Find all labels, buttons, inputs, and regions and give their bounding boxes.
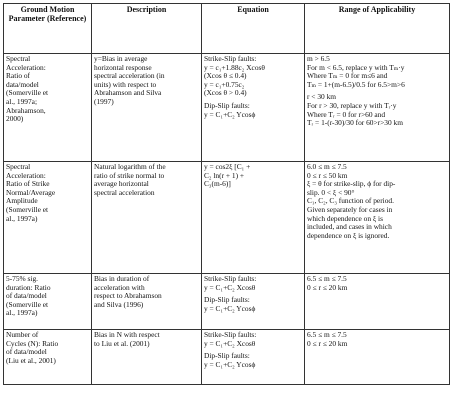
cell-line: Bias in N with respect xyxy=(94,330,160,339)
cell-line: 0 ≤ r ≤ 50 km xyxy=(307,170,348,180)
equation-cell xyxy=(202,162,305,274)
cell-line: (1997) xyxy=(94,96,114,106)
param-cell xyxy=(4,330,92,385)
cell-line: (Liu et al., 2001) xyxy=(6,355,56,365)
cell-line: Tₘ = 1+(m-6.5)/0.5 for 6.5>m>6 xyxy=(307,79,405,89)
cell-line: acceleration with xyxy=(94,282,145,292)
cell-line: of data/model xyxy=(6,347,47,357)
param-cell xyxy=(4,54,92,162)
range-cell xyxy=(305,54,450,162)
equation-cell xyxy=(202,274,305,330)
cell-line: to Liu et al. (2001) xyxy=(94,338,150,348)
cell-line: 2000) xyxy=(6,114,24,124)
cell-line: Acceleration: xyxy=(6,62,46,72)
cell-line: Normal/Average xyxy=(6,187,56,197)
description-cell xyxy=(92,162,202,274)
cell-line: y = C₁+C₂ Ycosϕ xyxy=(204,109,256,119)
cell-line: 0 ≤ r ≤ 20 km xyxy=(307,338,348,348)
description-cell xyxy=(92,54,202,162)
cell-line: 6.0 ≤ m ≤ 7.5 xyxy=(307,162,347,171)
cell-line: 6.5 ≤ m ≤ 7.5 xyxy=(307,274,347,283)
cell-line: units) with respect to xyxy=(94,79,157,89)
cell-line: (Somerville et xyxy=(6,299,49,309)
cell-line: Cycles (N): Ratio xyxy=(6,338,59,348)
cell-line: data/model xyxy=(6,79,39,89)
cell-line: y = c₁+0.75c₂ xyxy=(204,79,245,89)
cell-line: ξ = θ for strike-slip, ϕ for dip- xyxy=(307,179,396,189)
cell-line: C₃(m-6)] xyxy=(204,179,231,189)
table-row xyxy=(4,54,450,162)
header-equation: Equation xyxy=(202,4,305,54)
cell-line: (Somerville et xyxy=(6,204,49,214)
cell-line: For r > 30, replace y with Tᵣ·y xyxy=(307,100,397,110)
param-cell xyxy=(4,274,92,330)
cell-line: ratio of strike normal to xyxy=(94,170,165,180)
cell-line: Where Tᵣ = 0 for r>60 and xyxy=(307,109,386,119)
description-cell xyxy=(92,274,202,330)
eq-title: Dip-Slip faults: xyxy=(204,351,250,361)
cell-line: duration: Ratio xyxy=(6,282,51,292)
cell-line: Where Tₘ = 0 for m≤6 and xyxy=(307,71,388,81)
cell-line: al., 1997a) xyxy=(6,213,38,223)
cell-line: m > 6.5 xyxy=(307,54,330,63)
cell-line: For m < 6.5, replace y with Tₘ·y xyxy=(307,62,405,72)
cell-line: Spectral xyxy=(6,162,31,171)
equation-cell xyxy=(202,330,305,385)
cell-line: 5-75% sig. xyxy=(6,274,39,283)
description-cell xyxy=(92,330,202,385)
cell-line: and Silva (1996) xyxy=(94,299,144,309)
cell-line: Abrahamson and Silva xyxy=(94,88,162,98)
range-cell xyxy=(305,162,450,274)
cell-line: y = C₁+C₂ Xcosθ xyxy=(204,338,256,348)
ground-motion-table xyxy=(3,3,450,385)
cell-line: y = C₁+C₂ Xcosθ xyxy=(204,282,256,292)
cell-line: al., 1997a; xyxy=(6,96,37,106)
header-range: Range of Applicability xyxy=(305,4,450,54)
cell-line: y = C₁+C₂ Ycosϕ xyxy=(204,359,256,369)
cell-line: Spectral xyxy=(6,54,31,63)
cell-line: Ratio of Strike xyxy=(6,179,50,189)
cell-line: average horizontal xyxy=(94,179,149,189)
cell-line: Number of xyxy=(6,330,39,339)
cell-line: Natural logarithm of the xyxy=(94,162,166,171)
cell-line: y = C₁+C₂ Ycosϕ xyxy=(204,303,256,313)
table-row xyxy=(4,274,450,330)
cell-line: Bias in duration of xyxy=(94,274,150,283)
cell-line: (Somerville et xyxy=(6,88,49,98)
cell-line: y = cos2ξ [C₁ + xyxy=(204,162,251,171)
cell-line: 0 ≤ r ≤ 20 km xyxy=(307,282,348,292)
param-cell xyxy=(4,162,92,274)
cell-line: dependence on ξ is ignored. xyxy=(307,230,390,240)
header-row xyxy=(4,4,450,54)
cell-line: spectral acceleration xyxy=(94,187,155,197)
cell-line: horizontal response xyxy=(94,62,152,72)
cell-line: of data/model xyxy=(6,291,47,301)
eq-title: Dip-Slip faults: xyxy=(204,295,250,305)
cell-line: included, and cases in which xyxy=(307,222,392,232)
cell-line: Tᵣ = 1-(r-30)/30 for 60>r>30 km xyxy=(307,118,403,128)
cell-line: respect to Abrahamson xyxy=(94,291,162,301)
table-row xyxy=(4,330,450,385)
cell-line: Acceleration: xyxy=(6,170,46,180)
cell-line: C₂ ln(r + 1) + xyxy=(204,170,245,180)
cell-line: slip. 0 < ξ < 90° xyxy=(307,187,355,197)
header-parameter: Ground Motion Parameter (Reference) xyxy=(4,4,92,54)
eq-title: Dip-Slip faults: xyxy=(204,100,250,110)
eq-title: Strike-Slip faults: xyxy=(204,54,257,63)
cell-line: Given separately for cases in xyxy=(307,204,393,214)
cell-line: (Xcos θ > 0.4) xyxy=(204,88,247,98)
cell-line: r < 30 km xyxy=(307,92,337,102)
cell-line: 6.5 ≤ m ≤ 7.5 xyxy=(307,330,347,339)
cell-line: y=Bias in average xyxy=(94,54,148,63)
eq-title: Strike-Slip faults: xyxy=(204,274,257,283)
cell-line: Ratio of xyxy=(6,71,31,81)
cell-line: y = c₁+1.88c₂ Xcosθ xyxy=(204,62,265,72)
range-cell xyxy=(305,330,450,385)
equation-cell xyxy=(202,54,305,162)
eq-title: Strike-Slip faults: xyxy=(204,330,257,339)
cell-line: which dependence on ξ is xyxy=(307,213,383,223)
table-row xyxy=(4,162,450,274)
cell-line: Abrahamson, xyxy=(6,105,46,115)
cell-line: Amplitude xyxy=(6,196,38,206)
cell-line: (Xcos θ ≤ 0.4) xyxy=(204,71,247,81)
cell-line: C₁, C₂, C₃ function of period. xyxy=(307,196,394,206)
cell-line: al., 1997a) xyxy=(6,308,38,318)
range-cell xyxy=(305,274,450,330)
header-description: Description xyxy=(92,4,202,54)
cell-line: spectral acceleration (in xyxy=(94,71,165,81)
